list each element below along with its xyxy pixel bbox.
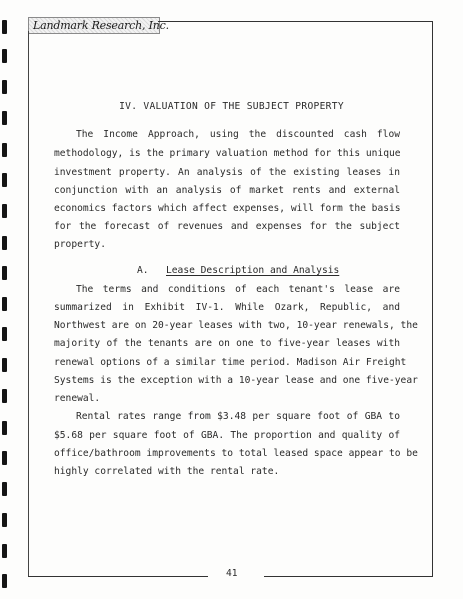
binder-hole bbox=[2, 111, 7, 125]
subsection-title: Lease Description and Analysis bbox=[166, 265, 340, 276]
binder-hole bbox=[2, 482, 7, 496]
binder-holes bbox=[0, 0, 10, 599]
paragraph-1-line: investment property. An analysis of the existing leases in bbox=[54, 167, 400, 178]
binder-hole bbox=[2, 389, 7, 403]
binder-hole bbox=[2, 297, 7, 311]
paragraph-1-line: The Income Approach, using the discounted cash flow bbox=[76, 129, 400, 140]
bottom-border-rule-left bbox=[28, 576, 208, 577]
binder-hole bbox=[2, 236, 7, 250]
paragraph-3-line: Rental rates range from $3.48 per square foot of GBA to bbox=[76, 411, 400, 422]
paragraph-2-line: majority of the tenants are on one to five-year leases with bbox=[54, 338, 400, 349]
binder-hole bbox=[2, 173, 7, 187]
section-heading: IV. VALUATION OF THE SUBJECT PROPERTY bbox=[119, 101, 344, 112]
paragraph-2-line: renewal. bbox=[54, 393, 101, 404]
logo-text: Landmark Research, Inc. bbox=[33, 19, 169, 32]
paragraph-3-line: $5.68 per square foot of GBA. The proportion and quality of bbox=[54, 430, 400, 441]
paragraph-2-line: Northwest are on 20-year leases with two, 10-year renewals, the bbox=[54, 320, 418, 331]
binder-hole bbox=[2, 327, 7, 341]
binder-hole bbox=[2, 544, 7, 558]
subsection-letter: A. bbox=[137, 265, 149, 276]
paragraph-3-line: highly correlated with the rental rate. bbox=[54, 466, 280, 477]
binder-hole bbox=[2, 421, 7, 435]
paragraph-1-line: methodology, is the primary valuation method for this unique bbox=[54, 148, 401, 159]
paragraph-2-line: renewal options of a similar time period. Madison Air Freight bbox=[54, 357, 407, 368]
left-border-rule bbox=[28, 31, 29, 576]
binder-hole bbox=[2, 49, 7, 63]
paragraph-1-line: property. bbox=[54, 239, 106, 250]
page-number: 41 bbox=[226, 568, 238, 579]
paragraph-1-line: conjunction with an analysis of market rents and external bbox=[54, 185, 400, 196]
binder-hole bbox=[2, 204, 7, 218]
top-border-rule bbox=[158, 21, 433, 22]
binder-hole bbox=[2, 20, 7, 34]
paragraph-2-line: The terms and conditions of each tenant's lease are bbox=[76, 284, 400, 295]
paragraph-2-line: Systems is the exception with a 10-year lease and one five-year bbox=[54, 375, 418, 386]
binder-hole bbox=[2, 451, 7, 465]
binder-hole bbox=[2, 143, 7, 157]
bottom-border-rule-right bbox=[264, 576, 433, 577]
paragraph-1-line: for the forecast of revenues and expenses for the subject bbox=[54, 221, 400, 232]
binder-hole bbox=[2, 80, 7, 94]
company-logo bbox=[28, 17, 169, 34]
binder-hole bbox=[2, 574, 7, 588]
paragraph-1-line: economics factors which affect expenses, will form the basis bbox=[54, 203, 401, 214]
binder-hole bbox=[2, 266, 7, 280]
paragraph-3-line: office/bathroom improvements to total leased space appear to be bbox=[54, 448, 418, 459]
binder-hole bbox=[2, 513, 7, 527]
paragraph-2-line: summarized in Exhibit IV-1. While Ozark, Republic, and bbox=[54, 302, 400, 313]
binder-hole bbox=[2, 358, 7, 372]
